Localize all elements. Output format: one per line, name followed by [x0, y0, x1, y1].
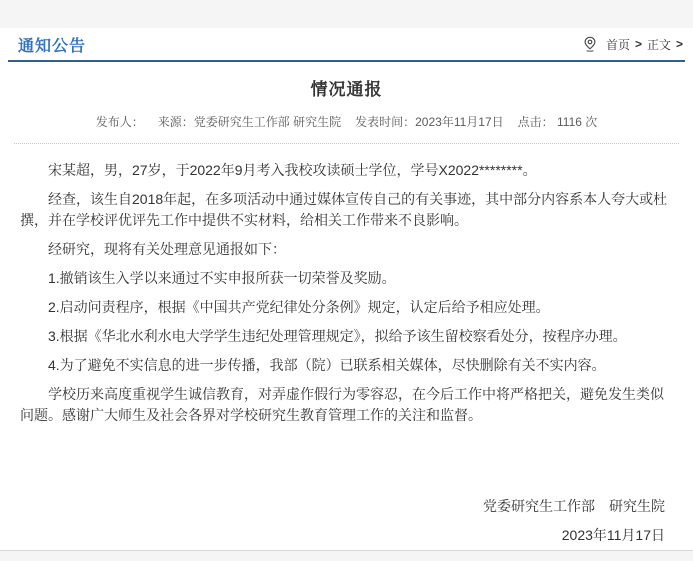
meta-publish-time — [355, 115, 504, 129]
meta-clicks-value: 1116 次 — [557, 115, 598, 129]
meta-clicks — [518, 115, 598, 129]
body-paragraph: 经查，该生自2018年起，在多项活动中通过媒体宣传自己的有关事迹，其中部分内容系本人夸大或杜撰，并在学校评优评先工作中提供不实材料，给相关工作带来不良影响。 — [20, 191, 668, 228]
breadcrumb — [583, 36, 683, 53]
meta-publisher — [96, 115, 144, 129]
notice-body — [20, 160, 673, 426]
article-meta — [20, 114, 673, 131]
meta-source — [158, 115, 341, 129]
meta-divider — [14, 143, 679, 144]
header-divider — [8, 60, 685, 62]
breadcrumb-separator-icon: > — [634, 37, 642, 51]
notice-card — [0, 28, 693, 551]
meta-publisher-label: 发布人： — [95, 115, 144, 129]
body-paragraph: 学校历来高度重视学生诚信教育，对弄虚作假行为零容忍，在今后工作中将严格把关，避免发生类似问题。感谢广大师生及社会各界对学校研究生教育管理工作的关注和监督。 — [20, 386, 664, 423]
body-paragraph: 1.撤销该生入学以来通过不实申报所获一切荣誉及奖励。 — [48, 270, 396, 286]
body-paragraph: 经研究，现将有关处理意见通报如下： — [48, 241, 286, 257]
breadcrumb-current-link[interactable]: 正文 — [646, 37, 671, 52]
breadcrumb-home-link[interactable]: 首页 — [605, 37, 630, 52]
location-pin-icon — [583, 36, 597, 52]
meta-source-label: 来源： — [157, 115, 194, 129]
meta-publish-time-value: 2023年11月17日 — [415, 115, 504, 129]
meta-clicks-label: 点击： — [517, 115, 554, 129]
article-title: 情况通报 — [310, 80, 383, 99]
meta-publish-time-label: 发表时间： — [355, 115, 416, 129]
body-paragraph: 4.为了避免不实信息的进一步传播，我部（院）已联系相关媒体，尽快删除有关不实内容。 — [48, 357, 606, 373]
card-header — [0, 28, 693, 60]
signature: 党委研究生工作部 研究生院 — [483, 498, 665, 514]
breadcrumb-separator-icon: > — [675, 37, 683, 51]
signature-date: 2023年11月17日 — [561, 527, 665, 543]
body-paragraph: 3.根据《华北水利水电大学学生违纪处理管理规定》，拟给予该生留校察看处分，按程序办理。 — [48, 328, 627, 344]
body-paragraph: 2.启动问责程序，根据《中国共产党纪律处分条例》规定，认定后给予相应处理。 — [48, 299, 550, 315]
section-title: 通知公告 — [18, 37, 87, 55]
article — [0, 78, 693, 546]
meta-source-value: 党委研究生工作部 研究生院 — [193, 115, 342, 129]
body-paragraph: 宋某超，男，27岁，于2022年9月考入我校攻读硕士学位，学号X2022********。 — [48, 162, 537, 178]
